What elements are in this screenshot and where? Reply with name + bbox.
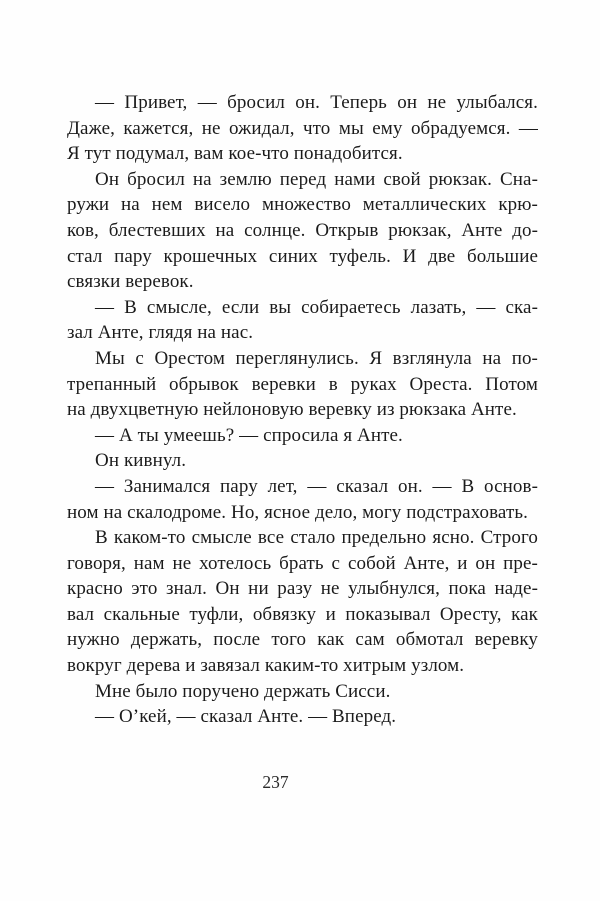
- text-line: связки веревок.: [67, 271, 194, 293]
- text-line: вокруг дерева и завязал каким-то хитрым узлом.: [67, 655, 465, 677]
- text-line: ков, блестевших на солнце. Открыв рюкзак, Анте до-: [67, 219, 538, 241]
- text-line: Мы с Орестом переглянулись. Я взглянула на по-: [95, 347, 538, 369]
- text-line: Мне было поручено держать Сисси.: [95, 680, 391, 702]
- page-number: 237: [262, 772, 289, 792]
- text-line: ружи на нем висело множество металлических крю-: [67, 194, 538, 216]
- text-line: трепанный обрывок веревки в руках Ореста. Потом: [67, 373, 538, 395]
- text-line: стал пару крошечных синих туфель. И две большие: [67, 245, 538, 267]
- text-line: говоря, нам не хотелось брать с собой Анте, и он пре-: [67, 552, 538, 574]
- text-line: ном на скалодроме. Но, ясное дело, могу подстраховать.: [67, 501, 528, 523]
- text-line: — В смысле, если вы собираетесь лазать, — ска-: [95, 296, 538, 318]
- text-line: на двухцветную нейлоновую веревку из рюкзака Анте.: [67, 399, 517, 421]
- text-block: [67, 90, 538, 730]
- text-line: Он кивнул.: [95, 450, 187, 472]
- text-line: — Привет, — бросил он. Теперь он не улыбался.: [95, 92, 538, 113]
- text-line: нужно держать, после того как сам обмотал веревку: [67, 629, 538, 651]
- text-line: — Занимался пару лет, — сказал он. — В основ-: [95, 475, 538, 497]
- text-line: — О’кей, — сказал Анте. — Вперед.: [95, 706, 397, 728]
- text-line: красно это знал. Он ни разу не улыбнулся, пока наде-: [67, 578, 538, 600]
- text-line: — А ты умеешь? — спросила я Анте.: [95, 424, 403, 446]
- text-line: вал скальные туфли, обвязку и показывал Оресту, как: [67, 603, 538, 625]
- text-line: Даже, кажется, не ожидал, что мы ему обрадуемся. —: [67, 117, 538, 139]
- text-line: зал Анте, глядя на нас.: [67, 322, 254, 344]
- text-line: В каком-то смысле все стало предельно ясно. Строго: [95, 527, 538, 549]
- text-line: Я тут подумал, вам кое-что понадобится.: [67, 143, 403, 165]
- text-line: Он бросил на землю перед нами свой рюкзак. Сна-: [95, 168, 538, 190]
